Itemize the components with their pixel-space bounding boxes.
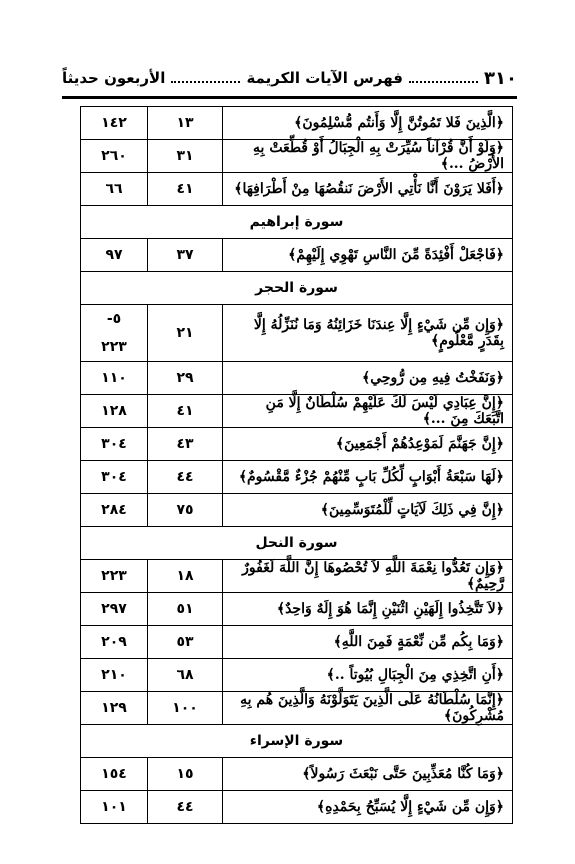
hadith-number: ١٥٤ [81,758,148,791]
verse-row [81,107,513,140]
verse-row [81,461,513,494]
surah-name: سورة الحجر [81,272,513,305]
verse-row [81,692,513,725]
verse-row [81,173,513,206]
verse-number: ٣٧ [148,239,223,272]
verse-number: ٤٤ [148,791,223,824]
verse-text: ﴿وَنَفَخْتُ فِيهِ مِن رُّوحِي﴾ [223,362,513,395]
verse-number: ١٥ [148,758,223,791]
verse-number: ١٣ [148,107,223,140]
verse-row [81,758,513,791]
verse-number: ٢٩ [148,362,223,395]
page-number: ٣١٠ [484,67,517,89]
hadith-number: ٢٢٣ [81,560,148,593]
verse-number: ٥١ [148,593,223,626]
surah-heading-row [81,725,513,758]
verse-index-table [80,106,513,824]
verse-number: ٢١ [148,305,223,362]
verse-text: ﴿لَهَا سَبْعَةُ أَبْوَابٍ لِّكُلِّ بَابٍ مِّنْهُمْ جُزْءٌ مَّقْسُومٌ﴾ [223,461,513,494]
verse-text: ﴿وَمَا بِكُم مِّن نِّعْمَةٍ فَمِنَ اللَّهِ﴾ [223,626,513,659]
verse-number: ١٨ [148,560,223,593]
book-title: الأربعون حديثاً [62,69,166,87]
hadith-number-item: ٢٢٣ [101,339,127,355]
hadith-number-item: ٥- [106,311,122,327]
hadith-number: ٣٠٤ [81,461,148,494]
verse-row [81,395,513,428]
verse-text: ﴿وَمَا كُنَّا مُعَذِّبِينَ حَتَّى نَبْعَثَ رَسُولاً﴾ [223,758,513,791]
verse-text: ﴿وَلَوْ أَنَّ قُرْآناً سُيِّرَتْ بِهِ الْجِبَالُ أَوْ قُطِّعَتْ بِهِ الأَرْضُ ...﴾ [223,140,513,173]
verse-text: ﴿إِنَّ فِي ذَلِكَ لَآيَاتٍ لِّلْمُتَوَسِّمِينَ﴾ [223,494,513,527]
verse-number: ٤١ [148,173,223,206]
verse-row [81,626,513,659]
surah-name: سورة الإسراء [81,725,513,758]
hadith-number [81,305,148,362]
verse-row [81,305,513,362]
header-rule [62,96,517,99]
verse-text: ﴿أَفَلا يَرَوْنَ أَنَّا نَأْتِي الأَرْضَ نَنقُصُهَا مِنْ أَطْرَافِهَا﴾ [223,173,513,206]
verse-number: ٤٣ [148,428,223,461]
verse-text: ﴿الَّذِينَ فَلا تَمُوتُنَّ إِلَّا وَأَنتُم مُّسْلِمُونَ﴾ [223,107,513,140]
verse-text: ﴿إِنَّ عِبَادِي لَيْسَ لَكَ عَلَيْهِمْ سُلْطَانٌ إِلَّا مَنِ اتَّبَعَكَ مِنَ ...﴾ [223,395,513,428]
verse-row [81,428,513,461]
hadith-number: ١١٠ [81,362,148,395]
verse-text: ﴿وَإِن مِّن شَيْءٍ إِلَّا يُسَبِّحُ بِحَمْدِهِ﴾ [223,791,513,824]
hadith-number: ٢٦٠ [81,140,148,173]
verse-number: ٥٣ [148,626,223,659]
hadith-number: ٩٧ [81,239,148,272]
surah-heading-row [81,527,513,560]
verse-row [81,560,513,593]
verse-text: ﴿فَاجْعَلْ أَفْئِدَةً مِّنَ النَّاسِ تَهْوِي إِلَيْهِمْ﴾ [223,239,513,272]
verse-row [81,140,513,173]
verse-row [81,659,513,692]
verse-number: ١٠٠ [148,692,223,725]
surah-heading-row [81,272,513,305]
hadith-number: ١٢٩ [81,692,148,725]
hadith-number: ٢٠٩ [81,626,148,659]
header-dots [409,73,478,83]
surah-heading-row [81,206,513,239]
hadith-number: ٣٠٤ [81,428,148,461]
hadith-number: ١٤٢ [81,107,148,140]
verse-number: ٤١ [148,395,223,428]
verse-text: ﴿إِنَّمَا سُلْطَانُهُ عَلَى الَّذِينَ يَتَوَلَّوْنَهُ وَالَّذِينَ هُم بِهِ مُشْرِكُونَ﴾ [223,692,513,725]
verse-text: ﴿لاَ تَتَّخِذُوا إِلَهَيْنِ اثْنَيْنِ إِنَّمَا هُوَ إِلَهٌ وَاحِدٌ﴾ [223,593,513,626]
hadith-number: ١٢٨ [81,395,148,428]
verse-text: ﴿إِنَّ جَهَنَّمَ لَمَوْعِدُهُمْ أَجْمَعِينَ﴾ [223,428,513,461]
surah-name: سورة إبراهيم [81,206,513,239]
surah-name: سورة النحل [81,527,513,560]
verse-number: ٧٥ [148,494,223,527]
verse-row [81,791,513,824]
verse-text: ﴿وَإِن تَعُدُّوا نِعْمَةَ اللَّهِ لاَ تُحْصُوهَا إِنَّ اللَّهَ لَغَفُورٌ رَّحِيمٌ﴾ [223,560,513,593]
verse-row [81,494,513,527]
verse-text: ﴿أَنِ اتَّخِذِي مِنَ الْجِبَالِ بُيُوتاً ..﴾ [223,659,513,692]
header-title: فهرس الآيات الكريمة [246,69,403,87]
verse-number: ٦٨ [148,659,223,692]
verse-row [81,239,513,272]
hadith-number: ٢٨٤ [81,494,148,527]
verse-number: ٣١ [148,140,223,173]
hadith-number-list [89,305,139,361]
hadith-number: ١٠١ [81,791,148,824]
hadith-number: ٢١٠ [81,659,148,692]
page-header [62,64,517,92]
header-dots [171,73,240,83]
verse-number: ٤٤ [148,461,223,494]
verse-text: ﴿وَإِن مِّن شَيْءٍ إِلَّا عِندَنَا خَزَائِنُهُ وَمَا نُنَزِّلُهُ إِلَّا بِقَدَرٍ مَّعْلُومٍ﴾ [223,305,513,362]
verse-row [81,593,513,626]
verse-row [81,362,513,395]
hadith-number: ٦٦ [81,173,148,206]
hadith-number: ٢٩٧ [81,593,148,626]
